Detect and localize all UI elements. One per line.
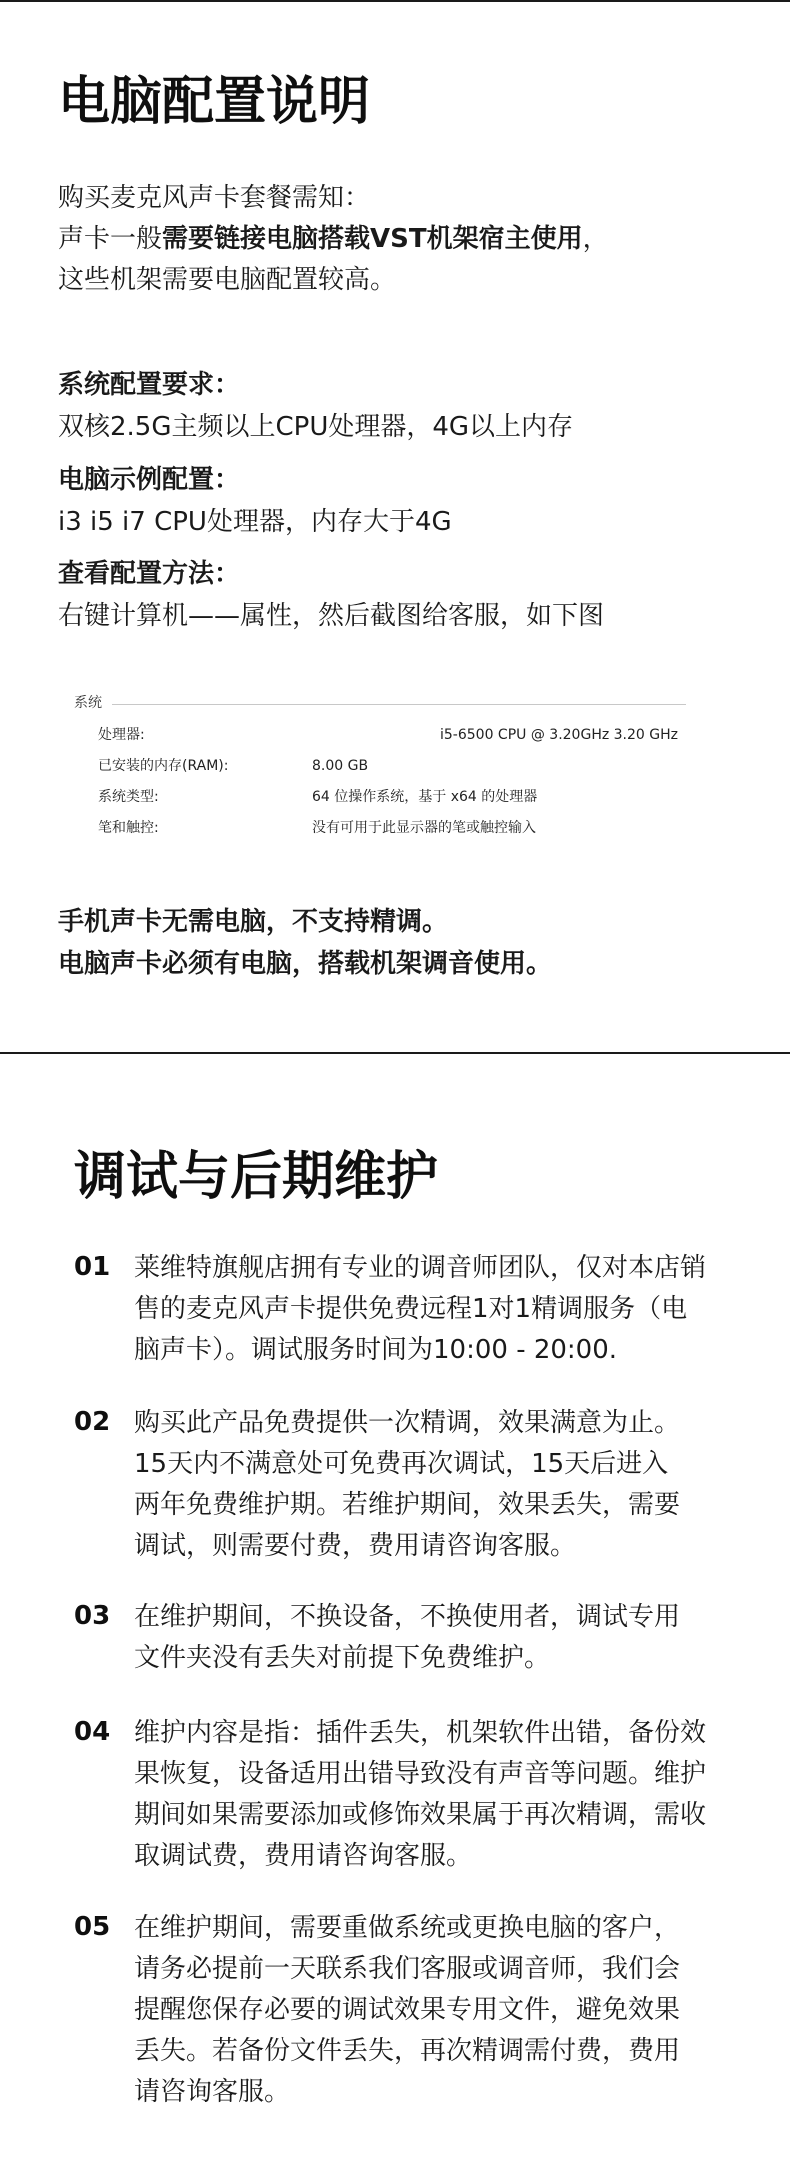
item-line: 丢失。若备份文件丢失，再次精调需付费，费用 [134, 2036, 681, 2066]
requirements-label: 系统配置要求： [58, 370, 241, 400]
system-info-value: 64 位操作系统，基于 x64 的处理器 [312, 789, 538, 805]
item-line: 两年免费维护期。若维护期间，效果丢失，需要 [134, 1490, 681, 1520]
system-info-key: 处理器: [98, 727, 145, 743]
item-line: 文件夹没有丢失对前提下免费维护。 [134, 1643, 551, 1673]
item-number: 02 [74, 1407, 111, 1437]
item-text [134, 1403, 680, 1567]
item-number: 05 [74, 1912, 111, 1942]
intro-line-3: 这些机架需要电脑配置较高。 [58, 265, 397, 295]
check-method-label: 查看配置方法： [58, 559, 241, 589]
example-config-value: i3 i5 i7 CPU处理器，内存大于4G [58, 507, 452, 537]
intro-line-1: 购买麦克风声卡套餐需知： [58, 183, 371, 213]
system-info-divider [112, 704, 686, 705]
item-line: 调试，则需要付费，费用请咨询客服。 [134, 1531, 577, 1561]
system-info-heading: 系统 [74, 695, 102, 711]
section-divider [0, 1052, 790, 1054]
item-line: 莱维特旗舰店拥有专业的调音师团队，仅对本店销 [134, 1253, 707, 1283]
item-line: 期间如果需要添加或修饰效果属于再次精调，需收 [134, 1800, 707, 1830]
system-info-row-system-type [98, 786, 682, 808]
system-info-value: 8.00 GB [312, 758, 369, 774]
top-divider [0, 0, 790, 2]
system-info-key: 已安装的内存(RAM): [98, 758, 229, 774]
section-title-computer-config: 电脑配置说明 [58, 72, 371, 132]
item-line: 维护内容是指：插件丢失，机架软件出错，备份效 [134, 1718, 707, 1748]
note-phone-soundcard: 手机声卡无需电脑，不支持精调。 [58, 907, 449, 937]
item-line: 购买此产品免费提供一次精调，效果满意为止。 [134, 1408, 681, 1438]
section-title-maintenance: 调试与后期维护 [74, 1147, 439, 1207]
item-line: 果恢复，设备适用出错导致没有声音等问题。维护 [134, 1759, 707, 1789]
item-number: 01 [74, 1252, 111, 1282]
intro-line-2-emphasis: 需要链接电脑搭载VST机架宿主使用 [162, 224, 583, 254]
item-text [134, 1713, 706, 1877]
item-line: 售的麦克风声卡提供免费远程1对1精调服务（电 [134, 1294, 688, 1324]
system-info-value: 没有可用于此显示器的笔或触控输入 [312, 820, 536, 836]
system-info-key: 笔和触控: [98, 820, 159, 836]
example-config-label: 电脑示例配置： [58, 465, 241, 495]
item-line: 请咨询客服。 [134, 2077, 291, 2107]
item-text [134, 1908, 680, 2113]
item-line: 取调试费，费用请咨询客服。 [134, 1841, 473, 1871]
item-text [134, 1597, 680, 1679]
item-number: 03 [74, 1601, 111, 1631]
system-info-row-ram [98, 755, 682, 777]
item-line: 在维护期间，不换设备，不换使用者，调试专用 [134, 1602, 681, 1632]
item-line: 15天内不满意处可免费再次调试，15天后进入 [134, 1449, 669, 1479]
item-line: 脑声卡）。调试服务时间为10:00 - 20:00. [134, 1335, 618, 1365]
system-info-value: i5-6500 CPU @ 3.20GHz 3.20 GHz [440, 727, 678, 743]
item-number: 04 [74, 1717, 111, 1747]
intro-line-2-suffix: ， [582, 224, 609, 254]
system-info-key: 系统类型: [98, 789, 159, 805]
intro-line-2 [58, 222, 609, 256]
requirements-value: 双核2.5G主频以上CPU处理器，4G以上内存 [58, 412, 574, 442]
system-info-row-processor [98, 724, 682, 746]
item-line: 在维护期间，需要重做系统或更换电脑的客户， [134, 1913, 681, 1943]
system-info-screenshot [72, 688, 692, 848]
intro-line-2-prefix: 声卡一般 [58, 224, 163, 254]
item-text [134, 1248, 706, 1371]
item-line: 提醒您保存必要的调试效果专用文件，避免效果 [134, 1995, 681, 2025]
system-info-row-pen-touch [98, 817, 682, 839]
check-method-value: 右键计算机——属性，然后截图给客服，如下图 [58, 601, 605, 631]
note-pc-soundcard: 电脑声卡必须有电脑，搭载机架调音使用。 [58, 949, 553, 979]
item-line: 请务必提前一天联系我们客服或调音师，我们会 [134, 1954, 681, 1984]
